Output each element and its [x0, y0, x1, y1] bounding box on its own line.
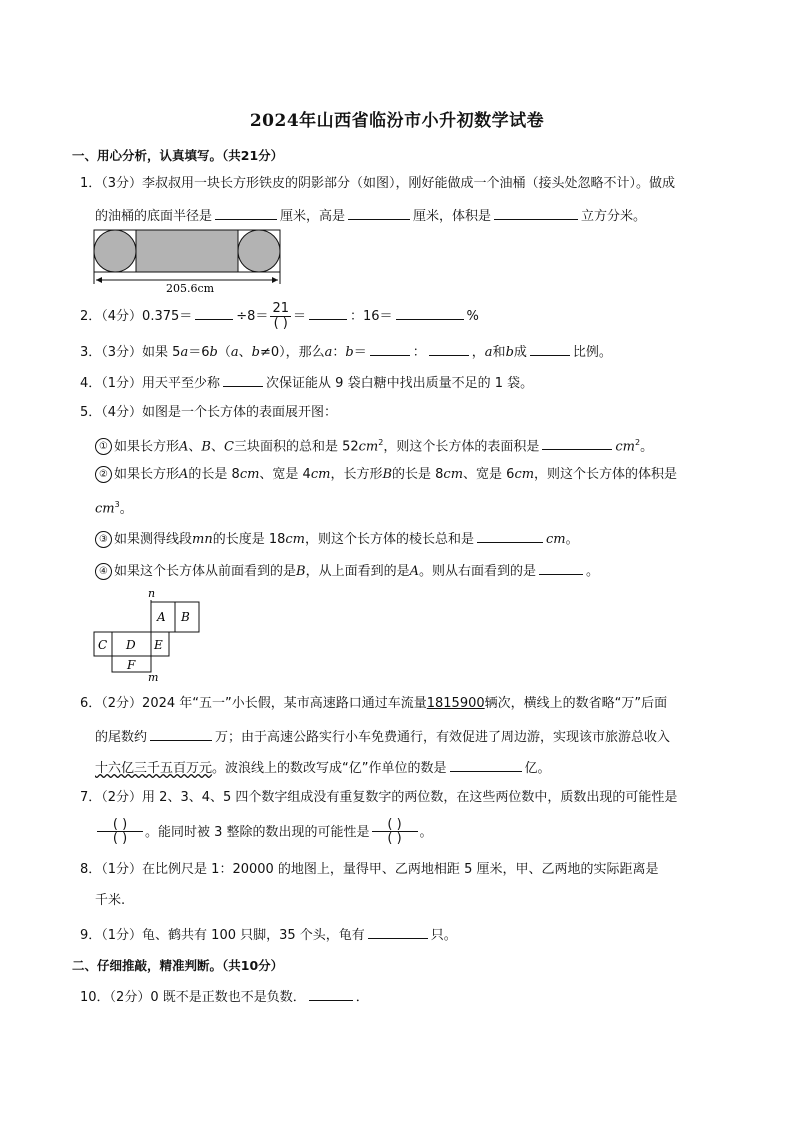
q1-text-1: 的油桶的底面半径是	[95, 209, 213, 224]
question-5-part-3: ③ 如果测得线段mn的长度是 18cm，则这个长方体的棱长总和是 cm。	[95, 528, 579, 549]
question-8-line-2: 千米.	[95, 893, 126, 908]
question-2: 2．（4分）0.375＝ ÷8＝ $\frac{21}{( )}$ ＝ ：16＝ %	[80, 301, 479, 331]
q1-blank-height	[348, 205, 410, 220]
q1-shaded-circle-right	[238, 230, 280, 272]
q1-dimension-label: 205.6cm	[165, 282, 215, 294]
svg-text:F: F	[127, 658, 136, 672]
q3-blank-1	[370, 341, 410, 356]
q1-text-4: 立方分米。	[581, 209, 647, 224]
q3-blank-2	[429, 341, 469, 356]
svg-text:D: D	[126, 638, 136, 652]
svg-text:m: m	[148, 671, 159, 682]
svg-text:n: n	[148, 587, 156, 600]
question-6-line-3: 十六亿三千五百万元。波浪线上的数改写成“亿”作单位的数是 亿。	[95, 757, 551, 778]
q1-shaded-rectangle	[136, 230, 238, 272]
section-2-heading: 二、仔细推敲，精准判断。（共10分）	[72, 958, 284, 973]
q5-blank-3	[477, 528, 543, 543]
svg-text:C: C	[98, 638, 108, 652]
q1-text-3: 厘米，体积是	[413, 209, 492, 224]
question-6-line-2: 的尾数约 万；由于高速公路实行小车免费通行，有效促进了周边游，实现该市旅游总收入	[95, 726, 670, 747]
q2-blank-1	[195, 305, 233, 320]
question-5-part-2: ② 如果长方形A的长是 8cm、宽是 4cm，长方形B的长是 8cm、宽是 6cm，则这个长方体的体积是	[95, 466, 677, 484]
question-1-line-2	[95, 205, 646, 226]
question-5-part-1: ① 如果长方形A、B、C三块面积的总和是 $52cm^2$，则这个长方体的表面积是 $cm^2$。	[95, 434, 653, 456]
q7-fraction-1: $\frac{( )}{( )}$	[97, 819, 143, 846]
q5-blank-1	[542, 435, 612, 450]
question-7-line-2: $\frac{( )}{( )}$ 。能同时被 3 整除的数出现的可能性是 $\frac{( )}{( )}$ 。	[95, 816, 433, 850]
question-10: 10．（2分）0 既不是正数也不是负数． ．	[80, 986, 369, 1007]
question-5-part-4: ④ 如果这个长方体从前面看到的是B，从上面看到的是A。则从右面看到的是 。	[95, 560, 599, 581]
question-8-line-1: 8．（1分）在比例尺是 1：20000 的地图上，量得甲、乙两地相距 5 厘米，甲、乙两地的实际距离是	[80, 862, 659, 877]
question-7-line-1: 7．（2分）用 2、3、4、5 四个数字组成没有重复数字的两位数，在这些两位数中，质数出现的可能性是	[80, 790, 678, 805]
q6-traffic-number: 1815900	[426, 696, 485, 711]
q6-blank-1	[150, 726, 212, 741]
section-1-heading: 一、用心分析，认真填写。（共21分）	[72, 148, 284, 163]
exam-title: 2024年山西省临汾市小升初数学试卷	[249, 111, 545, 131]
q5-blank-4	[539, 560, 583, 575]
left-arrow-icon	[96, 277, 102, 283]
question-5-part-2-unit: $cm^3$。	[95, 500, 133, 517]
q2-fraction: $\frac{21}{( )}$	[272, 301, 289, 331]
circled-four-icon: ④	[95, 563, 112, 580]
question-4: 4．（1分）用天平至少称 次保证能从 9 袋白糖中找出质量不足的 1 袋。	[80, 372, 533, 393]
q2-blank-3	[396, 305, 464, 320]
q6-blank-2	[450, 757, 522, 772]
right-arrow-icon	[272, 277, 278, 283]
svg-text:B: B	[181, 610, 190, 624]
svg-text:E: E	[154, 638, 163, 652]
svg-text:A: A	[157, 610, 166, 624]
q1-blank-radius	[215, 205, 277, 220]
q1-shaded-circle-left	[94, 230, 136, 272]
q2-blank-2	[309, 305, 347, 320]
question-3: 3．（3分）如果 5a＝6b（a、b≠0），那么a：b＝ ： ，a和b成 比例。	[80, 341, 612, 362]
question-1-line-1: 1．（3分）李叔叔用一块长方形铁皮的阴影部分（如图），刚好能做成一个油桶（接头处忽略不计）。做成	[80, 176, 676, 191]
q6-wavy-number: 十六亿三千五百万元	[95, 761, 213, 776]
question-9: 9．（1分）龟、鹤共有 100 只脚，35 个头，龟有 只。	[80, 924, 457, 945]
q5-cuboid-net-figure	[90, 586, 210, 682]
q1-blank-volume	[494, 205, 578, 220]
q9-blank	[368, 924, 428, 939]
circled-three-icon: ③	[95, 531, 112, 548]
q3-blank-3	[530, 341, 570, 356]
q1-figure-rectangle	[92, 228, 284, 294]
q7-fraction-2: $\frac{( )}{( )}$	[372, 819, 418, 846]
q10-blank	[309, 986, 353, 1001]
q1-text-2: 厘米，高是	[280, 209, 346, 224]
question-5-intro: 5．（4分）如图是一个长方体的表面展开图：	[80, 405, 338, 420]
question-6-line-1: 6．（2分）2024 年“五一”小长假，某市高速路口通过车流量1815900辆次，横线上的数省略“万”后面	[80, 696, 668, 711]
q4-blank	[223, 372, 263, 387]
circled-two-icon: ②	[95, 466, 112, 483]
circled-one-icon: ①	[95, 438, 112, 455]
